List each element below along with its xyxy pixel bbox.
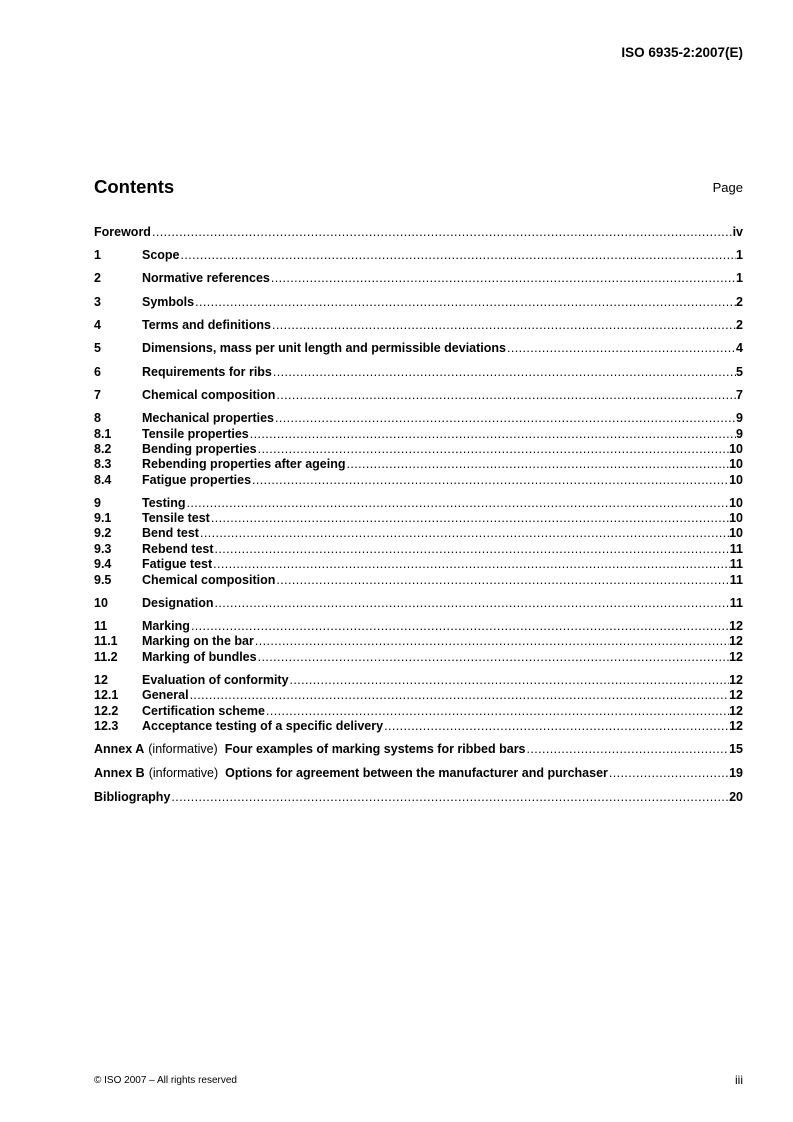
toc-entry-number: 8.3 xyxy=(94,457,112,471)
toc-entry-number: 2 xyxy=(94,271,101,285)
toc-entry[interactable] xyxy=(94,387,743,403)
dot-leader xyxy=(189,687,730,703)
toc-entry-title: Evaluation of conformity xyxy=(142,673,289,687)
toc-entry[interactable] xyxy=(94,410,743,426)
toc-entry-page: 19 xyxy=(729,766,743,780)
toc-entry-title: Tensile properties xyxy=(142,427,249,441)
contents-heading: Contents xyxy=(94,176,175,197)
toc-subentry[interactable] xyxy=(94,649,743,665)
toc-entry-title: Rebending properties after ageing xyxy=(142,457,346,471)
toc-entry-page: 5 xyxy=(736,365,743,379)
dot-leader xyxy=(214,595,730,611)
toc-entry-page: 9 xyxy=(736,427,743,441)
toc-entry-title: Acceptance testing of a specific delivery xyxy=(142,719,384,733)
toc-entry-title: General xyxy=(142,688,189,702)
dot-leader xyxy=(212,556,730,572)
toc-entry-number: 9 xyxy=(94,496,101,510)
toc-entry-page: 9 xyxy=(736,411,743,425)
toc-entry-number: 5 xyxy=(94,341,101,355)
toc-entry-title: Fatigue properties xyxy=(142,473,252,487)
dot-leader xyxy=(170,789,729,805)
dot-leader xyxy=(346,456,730,472)
toc-entry-page: 1 xyxy=(736,248,743,262)
dot-leader xyxy=(214,541,730,557)
dot-leader xyxy=(274,410,736,426)
toc-entry[interactable] xyxy=(94,495,743,511)
annex-type: (informative) xyxy=(148,742,218,756)
toc-subentry[interactable] xyxy=(94,633,743,649)
toc-subentry[interactable] xyxy=(94,572,743,588)
toc-entry-title: Bending properties xyxy=(142,442,257,456)
toc-entry-title: Tensile test xyxy=(142,511,210,525)
document-id: ISO 6935-2:2007(E) xyxy=(621,45,743,60)
toc-entry-number: 6 xyxy=(94,365,101,379)
dot-leader xyxy=(275,387,736,403)
toc-subentry[interactable] xyxy=(94,441,743,457)
toc-subentry[interactable] xyxy=(94,718,743,734)
toc-entry-page: 2 xyxy=(736,295,743,309)
toc-entry-number: 9.2 xyxy=(94,526,112,540)
toc-entry-bibliography[interactable] xyxy=(94,789,743,805)
copyright-notice: © ISO 2007 – All rights reserved xyxy=(94,1075,237,1086)
dot-leader xyxy=(210,510,729,526)
toc-entry-page: 12 xyxy=(729,619,743,633)
toc-entry-title: Marking on the bar xyxy=(142,634,254,648)
dot-leader xyxy=(265,703,729,719)
toc-entry-page: 12 xyxy=(729,650,743,664)
toc-entry-title: Bend test xyxy=(142,526,199,540)
toc-entry-title: Marking of bundles xyxy=(142,650,257,664)
toc-entry-page: 11 xyxy=(729,573,743,587)
toc-subentry[interactable] xyxy=(94,426,743,442)
dot-leader xyxy=(251,472,729,488)
toc-entry-title: Bibliography xyxy=(94,790,171,804)
toc-entry-title: Terms and definitions xyxy=(142,318,271,332)
annex-label: Annex B xyxy=(94,766,145,780)
toc-entry-number: 7 xyxy=(94,388,101,402)
toc-entry-page: 10 xyxy=(729,457,743,471)
toc-entry-annex-b[interactable] xyxy=(94,765,743,781)
toc-entry-title: Certification scheme xyxy=(142,704,265,718)
toc-entry-page: 12 xyxy=(729,704,743,718)
toc-entry[interactable] xyxy=(94,595,743,611)
toc-entry[interactable] xyxy=(94,270,743,286)
toc-entry-number: 8 xyxy=(94,411,101,425)
toc-entry-number: 8.4 xyxy=(94,473,112,487)
toc-entry-title: Fatigue test xyxy=(142,557,213,571)
toc-entry-page: 11 xyxy=(729,542,743,556)
toc-entry-title: Normative references xyxy=(142,271,270,285)
annex-type: (informative) xyxy=(148,766,219,780)
toc-entry-page: 20 xyxy=(729,790,743,804)
annex-title: Options for agreement between the manufacturer and purchaser xyxy=(225,766,608,780)
toc-entry-page: 10 xyxy=(729,511,743,525)
toc-entry-title: Rebend test xyxy=(142,542,214,556)
toc-entry-page: iv xyxy=(732,225,743,239)
toc-entry-title: Testing xyxy=(142,496,186,510)
toc-entry-number: 4 xyxy=(94,318,101,332)
toc-entry-page: 10 xyxy=(729,473,743,487)
toc-subentry[interactable] xyxy=(94,525,743,541)
dot-leader xyxy=(194,294,736,310)
toc-subentry[interactable] xyxy=(94,456,743,472)
toc-entry-page: 1 xyxy=(736,271,743,285)
toc-entry-annex-a[interactable] xyxy=(94,741,743,757)
toc-entry[interactable] xyxy=(94,672,743,688)
toc-entry-number: 12.1 xyxy=(94,688,119,702)
dot-leader xyxy=(271,317,736,333)
dot-leader xyxy=(190,618,729,634)
dot-leader xyxy=(257,649,730,665)
toc-entry-title: Chemical composition xyxy=(142,573,276,587)
toc-entry[interactable] xyxy=(94,294,743,310)
dot-leader xyxy=(199,525,729,541)
toc-entry-title: Scope xyxy=(142,248,180,262)
toc-entry-page: 12 xyxy=(729,673,743,687)
toc-subentry[interactable] xyxy=(94,472,743,488)
toc-entry-number: 9.3 xyxy=(94,542,112,556)
toc-entry[interactable] xyxy=(94,340,743,356)
toc-subentry[interactable] xyxy=(94,703,743,719)
toc-entry-title: Designation xyxy=(142,596,214,610)
toc-entry-number: 9.4 xyxy=(94,557,112,571)
toc-entry[interactable] xyxy=(94,247,743,263)
toc-entry[interactable] xyxy=(94,618,743,634)
toc-entry-page: 12 xyxy=(729,719,743,733)
toc-entry-number: 3 xyxy=(94,295,101,309)
toc-entry-page: 12 xyxy=(729,688,743,702)
toc-entry[interactable] xyxy=(94,364,743,380)
annex-label: Annex A xyxy=(94,742,145,756)
toc-entry-title: Symbols xyxy=(142,295,195,309)
toc-entry-page: 15 xyxy=(729,742,743,756)
dot-leader xyxy=(254,633,729,649)
dot-leader xyxy=(608,765,729,781)
toc-entry-number: 12.2 xyxy=(94,704,119,718)
toc-entry-page: 7 xyxy=(736,388,743,402)
toc-entry-page: 2 xyxy=(736,318,743,332)
dot-leader xyxy=(186,495,730,511)
annex-title: Four examples of marking systems for ribbed bars xyxy=(224,742,526,756)
toc-entry-number: 11 xyxy=(94,619,108,633)
dot-leader xyxy=(151,224,733,240)
toc-entry-page: 4 xyxy=(736,341,743,355)
dot-leader xyxy=(180,247,737,263)
toc-entry-number: 11.2 xyxy=(94,650,118,664)
toc-entry-number: 10 xyxy=(94,596,108,610)
dot-leader xyxy=(383,718,729,734)
toc-entry-title: Requirements for ribs xyxy=(142,365,272,379)
toc-subentry[interactable] xyxy=(94,541,743,557)
dot-leader xyxy=(249,426,736,442)
toc-entry-foreword[interactable] xyxy=(94,224,743,240)
toc-entry-number: 12 xyxy=(94,673,108,687)
toc-entry-number: 8.1 xyxy=(94,427,112,441)
toc-entry-title: Foreword xyxy=(94,225,151,239)
dot-leader xyxy=(506,340,736,356)
toc-entry-page: 12 xyxy=(729,634,743,648)
toc-entry-number: 8.2 xyxy=(94,442,112,456)
dot-leader xyxy=(270,270,736,286)
toc-entry-number: 9.1 xyxy=(94,511,112,525)
toc-entry-page: 11 xyxy=(729,557,743,571)
dot-leader xyxy=(289,672,730,688)
toc-entry-number: 12.3 xyxy=(94,719,119,733)
toc-entry-title: Mechanical properties xyxy=(142,411,274,425)
dot-leader xyxy=(275,572,729,588)
toc-entry-title: Marking xyxy=(142,619,190,633)
dot-leader xyxy=(272,364,736,380)
toc-entry-title: Dimensions, mass per unit length and permissible deviations xyxy=(142,341,506,355)
toc-entry-page: 10 xyxy=(729,496,743,510)
toc-subentry[interactable] xyxy=(94,687,743,703)
toc-entry-number: 1 xyxy=(94,248,101,262)
dot-leader xyxy=(526,741,730,757)
dot-leader xyxy=(257,441,730,457)
toc-subentry[interactable] xyxy=(94,510,743,526)
toc-entry-number: 11.1 xyxy=(94,634,118,648)
toc-entry-page: 11 xyxy=(729,596,743,610)
toc-subentry[interactable] xyxy=(94,556,743,572)
toc-entry-page: 10 xyxy=(729,442,743,456)
toc-entry-page: 10 xyxy=(729,526,743,540)
toc-entry-number: 9.5 xyxy=(94,573,112,587)
page-column-label: Page xyxy=(712,180,743,195)
toc-entry[interactable] xyxy=(94,317,743,333)
page-number: iii xyxy=(735,1073,743,1087)
toc-entry-title: Chemical composition xyxy=(142,388,276,402)
